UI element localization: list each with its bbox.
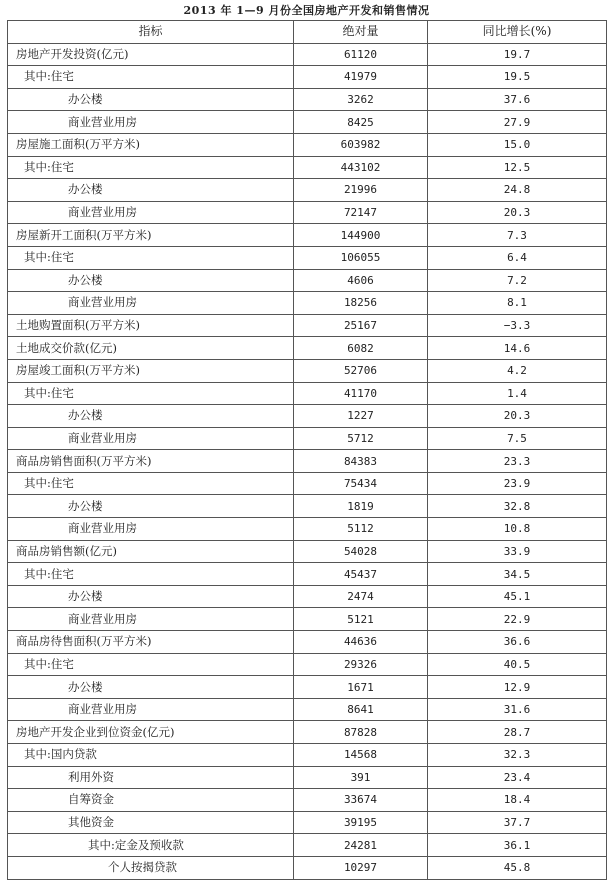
absolute-value-cell: 33674 [294, 789, 428, 812]
absolute-value-cell: 10297 [294, 856, 428, 879]
absolute-value-cell: 8425 [294, 111, 428, 134]
table-row [8, 43, 607, 66]
table-row [8, 608, 607, 631]
growth-value-cell: 10.8 [428, 518, 607, 541]
absolute-value-cell: 14568 [294, 744, 428, 767]
growth-value-cell: 18.4 [428, 789, 607, 812]
table-title: 2013 年 1—9 月份全国房地产开发和销售情况 [183, 4, 430, 17]
absolute-value-cell: 84383 [294, 450, 428, 473]
indicator-cell: 其中:住宅 [8, 156, 294, 179]
growth-value-cell: 8.1 [428, 292, 607, 315]
absolute-value-cell: 87828 [294, 721, 428, 744]
growth-value-cell: 1.4 [428, 382, 607, 405]
table-row [8, 314, 607, 337]
absolute-value-cell: 21996 [294, 179, 428, 202]
growth-value-cell: 27.9 [428, 111, 607, 134]
table-row [8, 405, 607, 428]
absolute-value-cell: 1671 [294, 676, 428, 699]
growth-value-cell: 23.3 [428, 450, 607, 473]
growth-value-cell: 19.7 [428, 43, 607, 66]
absolute-value-cell: 29326 [294, 653, 428, 676]
table-row [8, 88, 607, 111]
absolute-value-cell: 1227 [294, 405, 428, 428]
table-row [8, 834, 607, 857]
table-row [8, 653, 607, 676]
indicator-cell: 其中:住宅 [8, 563, 294, 586]
absolute-value-cell: 5712 [294, 427, 428, 450]
growth-value-cell: 4.2 [428, 359, 607, 382]
growth-value-cell: 45.8 [428, 856, 607, 879]
absolute-value-cell: 39195 [294, 811, 428, 834]
indicator-cell: 办公楼 [8, 676, 294, 699]
growth-value-cell: 12.5 [428, 156, 607, 179]
table-row [8, 450, 607, 473]
absolute-value-cell: 106055 [294, 246, 428, 269]
indicator-cell: 房屋施工面积(万平方米) [8, 133, 294, 156]
indicator-cell: 办公楼 [8, 88, 294, 111]
absolute-value-cell: 391 [294, 766, 428, 789]
absolute-value-cell: 8641 [294, 698, 428, 721]
table-row [8, 66, 607, 89]
table-row [8, 337, 607, 360]
table-row [8, 472, 607, 495]
growth-value-cell: 14.6 [428, 337, 607, 360]
growth-value-cell: 32.8 [428, 495, 607, 518]
growth-value-cell: 24.8 [428, 179, 607, 202]
growth-value-cell: 7.5 [428, 427, 607, 450]
indicator-cell: 商业营业用房 [8, 427, 294, 450]
indicator-cell: 自筹资金 [8, 789, 294, 812]
growth-value-cell: 37.7 [428, 811, 607, 834]
absolute-value-cell: 603982 [294, 133, 428, 156]
indicator-cell: 其中:住宅 [8, 653, 294, 676]
growth-value-cell: 32.3 [428, 744, 607, 767]
absolute-value-cell: 72147 [294, 201, 428, 224]
indicator-cell: 商品房销售面积(万平方米) [8, 450, 294, 473]
table-row [8, 789, 607, 812]
indicator-cell: 个人按揭贷款 [8, 856, 294, 879]
absolute-value-cell: 5121 [294, 608, 428, 631]
indicator-cell: 房屋竣工面积(万平方米) [8, 359, 294, 382]
absolute-value-cell: 1819 [294, 495, 428, 518]
indicator-cell: 其中:国内贷款 [8, 744, 294, 767]
table-row [8, 382, 607, 405]
table-row [8, 179, 607, 202]
indicator-cell: 其中:住宅 [8, 66, 294, 89]
indicator-cell: 办公楼 [8, 179, 294, 202]
table-row [8, 631, 607, 654]
table-row [8, 269, 607, 292]
indicator-cell: 商业营业用房 [8, 111, 294, 134]
indicator-cell: 其中:住宅 [8, 472, 294, 495]
absolute-value-cell: 52706 [294, 359, 428, 382]
header-row [8, 21, 607, 44]
absolute-value-cell: 75434 [294, 472, 428, 495]
indicator-cell: 其中:住宅 [8, 246, 294, 269]
table-row [8, 224, 607, 247]
table-row [8, 111, 607, 134]
table-body [8, 43, 607, 879]
growth-value-cell: 37.6 [428, 88, 607, 111]
indicator-cell: 办公楼 [8, 495, 294, 518]
indicator-cell: 其他资金 [8, 811, 294, 834]
growth-value-cell: 34.5 [428, 563, 607, 586]
absolute-value-cell: 144900 [294, 224, 428, 247]
indicator-cell: 办公楼 [8, 585, 294, 608]
table-row [8, 246, 607, 269]
growth-value-cell: −3.3 [428, 314, 607, 337]
absolute-value-cell: 4606 [294, 269, 428, 292]
indicator-cell: 商业营业用房 [8, 201, 294, 224]
table-row [8, 766, 607, 789]
table-row [8, 495, 607, 518]
absolute-value-cell: 6082 [294, 337, 428, 360]
indicator-cell: 其中:定金及预收款 [8, 834, 294, 857]
growth-value-cell: 12.9 [428, 676, 607, 699]
indicator-cell: 房地产开发投资(亿元) [8, 43, 294, 66]
table-row [8, 427, 607, 450]
absolute-value-cell: 45437 [294, 563, 428, 586]
indicator-cell: 土地成交价款(亿元) [8, 337, 294, 360]
growth-value-cell: 22.9 [428, 608, 607, 631]
table-row [8, 359, 607, 382]
growth-value-cell: 23.4 [428, 766, 607, 789]
table-row [8, 292, 607, 315]
absolute-value-cell: 41170 [294, 382, 428, 405]
indicator-cell: 商品房销售额(亿元) [8, 540, 294, 563]
indicator-cell: 商业营业用房 [8, 698, 294, 721]
real-estate-table [7, 20, 607, 880]
table-row [8, 563, 607, 586]
table-row [8, 540, 607, 563]
indicator-cell: 房地产开发企业到位资金(亿元) [8, 721, 294, 744]
indicator-cell: 土地购置面积(万平方米) [8, 314, 294, 337]
indicator-cell: 办公楼 [8, 405, 294, 428]
indicator-cell: 房屋新开工面积(万平方米) [8, 224, 294, 247]
table-row [8, 721, 607, 744]
absolute-value-cell: 5112 [294, 518, 428, 541]
absolute-value-cell: 3262 [294, 88, 428, 111]
table-row [8, 133, 607, 156]
absolute-value-cell: 54028 [294, 540, 428, 563]
indicator-cell: 其中:住宅 [8, 382, 294, 405]
growth-value-cell: 7.3 [428, 224, 607, 247]
header-indicator: 指标 [8, 21, 294, 44]
growth-value-cell: 23.9 [428, 472, 607, 495]
table-row [8, 585, 607, 608]
table-row [8, 201, 607, 224]
indicator-cell: 商品房待售面积(万平方米) [8, 631, 294, 654]
growth-value-cell: 45.1 [428, 585, 607, 608]
absolute-value-cell: 2474 [294, 585, 428, 608]
indicator-cell: 商业营业用房 [8, 518, 294, 541]
growth-value-cell: 33.9 [428, 540, 607, 563]
header-growth: 同比增长(%) [428, 21, 607, 44]
indicator-cell: 商业营业用房 [8, 608, 294, 631]
absolute-value-cell: 443102 [294, 156, 428, 179]
growth-value-cell: 36.1 [428, 834, 607, 857]
absolute-value-cell: 25167 [294, 314, 428, 337]
indicator-cell: 利用外资 [8, 766, 294, 789]
growth-value-cell: 20.3 [428, 201, 607, 224]
growth-value-cell: 7.2 [428, 269, 607, 292]
table-row [8, 156, 607, 179]
table-row [8, 698, 607, 721]
absolute-value-cell: 18256 [294, 292, 428, 315]
absolute-value-cell: 61120 [294, 43, 428, 66]
growth-value-cell: 6.4 [428, 246, 607, 269]
table-row [8, 676, 607, 699]
growth-value-cell: 15.0 [428, 133, 607, 156]
absolute-value-cell: 44636 [294, 631, 428, 654]
absolute-value-cell: 24281 [294, 834, 428, 857]
table-row [8, 744, 607, 767]
indicator-cell: 办公楼 [8, 269, 294, 292]
growth-value-cell: 20.3 [428, 405, 607, 428]
absolute-value-cell: 41979 [294, 66, 428, 89]
indicator-cell: 商业营业用房 [8, 292, 294, 315]
header-absolute: 绝对量 [294, 21, 428, 44]
growth-value-cell: 28.7 [428, 721, 607, 744]
table-row [8, 811, 607, 834]
table-row [8, 856, 607, 879]
table-row [8, 518, 607, 541]
growth-value-cell: 31.6 [428, 698, 607, 721]
growth-value-cell: 19.5 [428, 66, 607, 89]
growth-value-cell: 40.5 [428, 653, 607, 676]
growth-value-cell: 36.6 [428, 631, 607, 654]
